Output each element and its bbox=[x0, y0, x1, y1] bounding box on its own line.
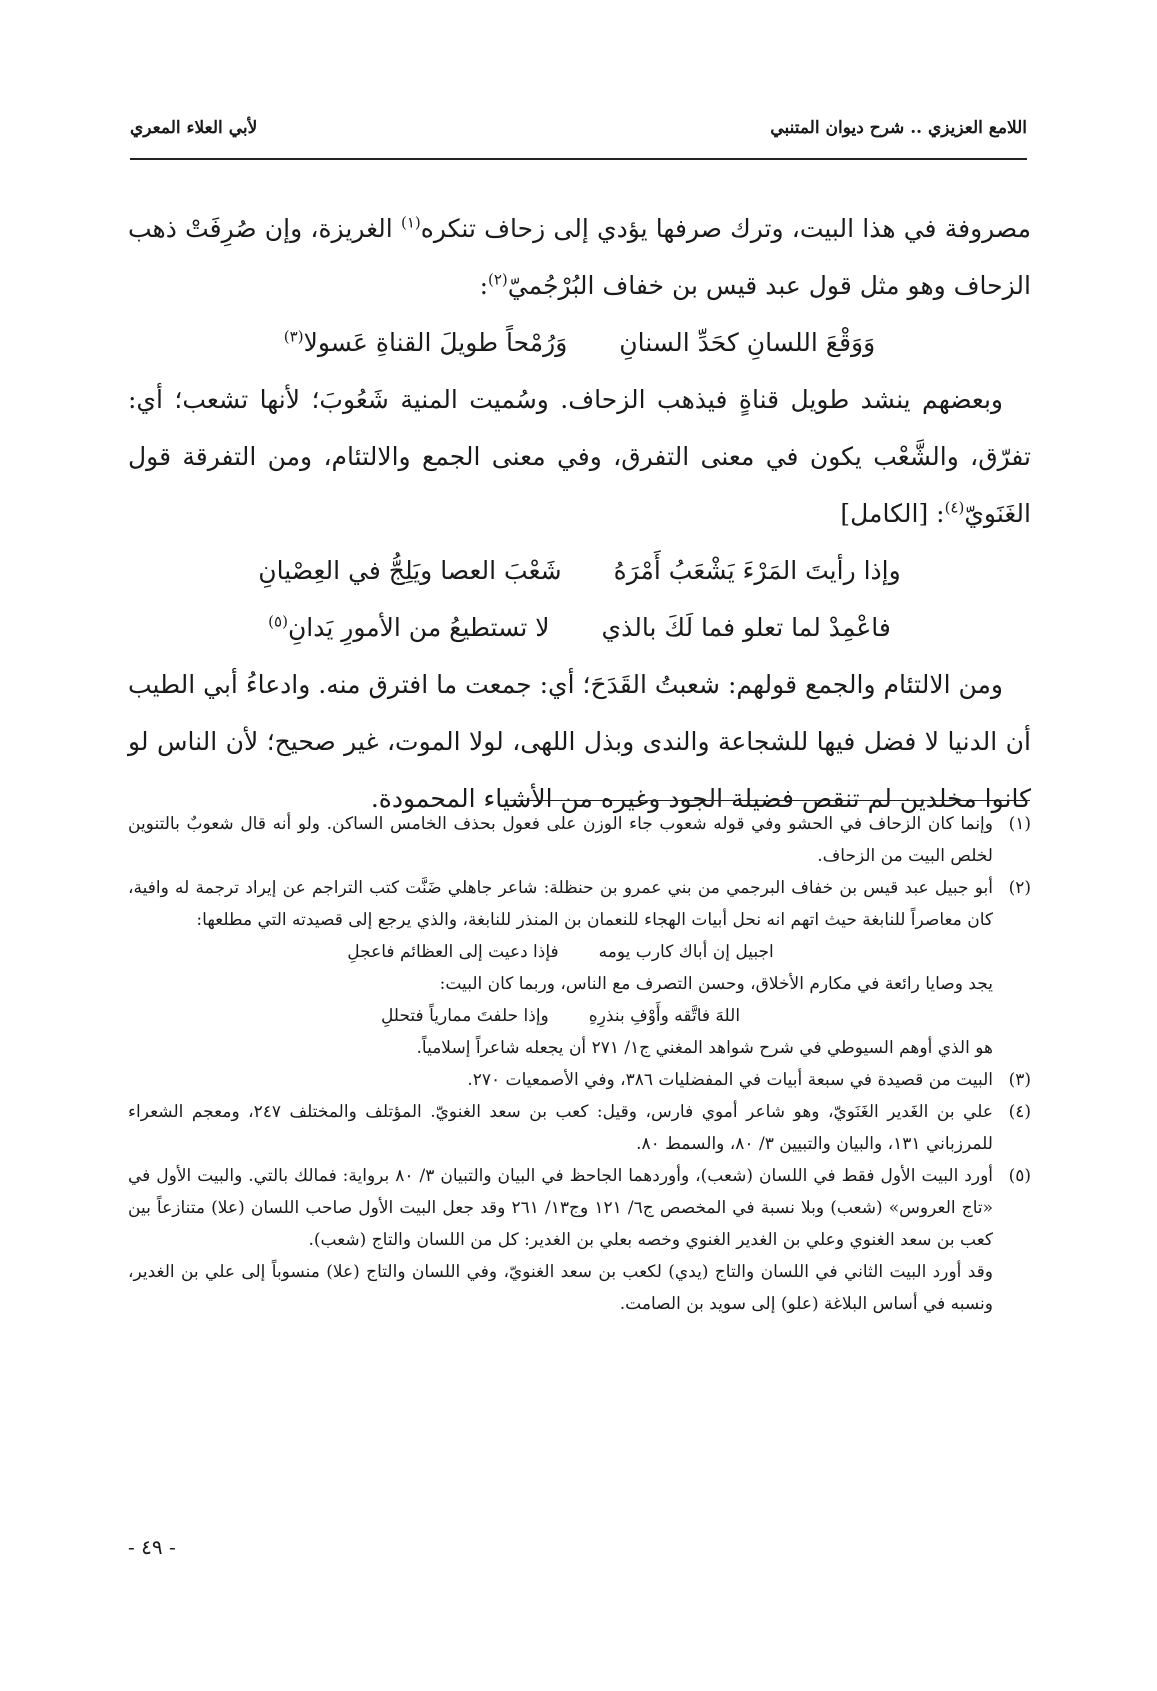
fn2-verse-1-a: اجبيل إن أباك كارب يومه bbox=[598, 942, 774, 962]
verse-2-second-hemistich: شَعْبَ العصا ويَلِجُّ في العِصْيانِ bbox=[258, 556, 562, 585]
footnote-1 bbox=[128, 808, 1031, 872]
footnote-2 bbox=[128, 872, 1031, 936]
fn2-verse-2-b: وإذا حلفتَ ممارياً فتحللِ bbox=[380, 1006, 549, 1026]
footnote-5-text: أورد البيت الأول فقط في اللسان (شعب)، وأوردهما الجاحظ في البيان والتبيان ٣/ ٨٠ برواية: فمالك بالتي. والبيت الأول في «تاج العروس» (شعب) وبلا نسبة في المخصص ج٦/ ١٢١ وج١٣/ ٢٦١ وقد جعل البيت الأول صاحب اللسان (علا) متنازعاً بين كعب بن سعد الغنوي وعلي بن الغدير الغنوي وخصه بعلي بن الغدير: كل من اللسان والتاج (شعب). bbox=[128, 1166, 994, 1250]
footnote-4-text: علي بن الغَدير الغَنَويّ، وهو شاعر أموي فارس، وقيل: كعب بن سعد الغنويّ. المؤتلف والمختلف ٢٤٧، ومعجم الشعراء للمرزباني ١٣١، والبيان والتبيين ٣/ ٨٠، والسمط ٨٠. bbox=[128, 1102, 993, 1154]
verse-1-first-hemistich: وَوَقْعَ اللسانِ كحَدِّ السنانِ bbox=[619, 328, 876, 357]
verse-1-second-hemistich: وَرُمْحاً طويلَ القناةِ عَسولا$^{(٣)}$ bbox=[283, 327, 568, 357]
verse-3-first-hemistich: فاعْمِدْ لما تعلو فما لَكَ بالذي bbox=[601, 613, 891, 642]
p2-text: وبعضهم ينشد طويل قناةٍ فيذهب الزحاف. وسُميت المنية شَعُوبَ؛ لأنها تشعب؛ أي: تفرّق، والشَّعْب يكون في معنى التفرق، وفي معنى الجمع والالتئام، ومن التفرقة قول الغَنَويّ bbox=[128, 385, 1031, 528]
footnote-2-middle: يجد وصايا رائعة في مكارم الأخلاق، وحسن التصرف مع الناس، وربما كان البيت: bbox=[439, 974, 993, 994]
book-title: اللامع العزيزي .. شرح ديوان المتنبي bbox=[770, 118, 1027, 138]
paragraph-3: ومن الالتئام والجمع قولهم: شعبتُ القَدَحَ؛ أي: جمعت ما افترق منه. وادعاءُ أبي الطيب أن الدنيا لا فضل فيها للشجاعة والندى وبذل اللهى، لولا الموت، غير صحيح؛ لأن الناس لو كانوا مخلدين لم تنقص فضيلة الجود وغيره من الأشياء المحمودة. bbox=[128, 670, 1031, 813]
verse-3-second-hemistich: لا تستطيعُ من الأمورِ يَدانِ$^{(٥)}$ bbox=[268, 612, 550, 642]
footnote-5-extra: وقد أورد البيت الثاني في اللسان والتاج (يدي) لكعب بن سعد الغنويّ، وفي اللسان والتاج (علا) منسوباً إلى علي بن الغدير، ونسبه في أساس البلاغة (علو) إلى سويد بن الصامت. bbox=[128, 1262, 993, 1314]
paragraph-1 bbox=[128, 200, 1031, 314]
fn2-verse-2-a: اللهَ فاتَّقه وأَوْفِ بنذرِهِ bbox=[588, 1006, 741, 1026]
p1-text-b: الغريزة، وإن صُرِفَتْ ذهب bbox=[128, 214, 401, 243]
footnote-4-number: (٤) bbox=[1008, 1102, 1031, 1122]
p1-text-d: : bbox=[479, 271, 488, 300]
paragraph-2 bbox=[128, 371, 1031, 542]
footnote-ref-4: (٤) bbox=[944, 498, 965, 517]
footnote-2-verse-1 bbox=[128, 936, 1031, 968]
footnote-ref-1: (١) bbox=[400, 213, 421, 232]
header-rule bbox=[130, 158, 1027, 160]
footnote-2-number: (٢) bbox=[1008, 878, 1031, 898]
footnote-3-number: (٣) bbox=[1008, 1070, 1031, 1090]
footnote-5-number: (٥) bbox=[1008, 1166, 1031, 1186]
verse-2-first-hemistich: وإذا رأيتَ المَرْءَ يَشْعَبُ أَمْرَهُ bbox=[613, 556, 901, 585]
footnotes bbox=[128, 808, 1031, 1320]
footnote-5 bbox=[128, 1160, 1031, 1256]
footnote-3-text: البيت من قصيدة في سبعة أبيات في المفضليات ٣٨٦، وفي الأصمعيات ٢٧٠. bbox=[467, 1070, 993, 1090]
verse-2 bbox=[128, 542, 1031, 599]
footnote-3 bbox=[128, 1064, 1031, 1096]
p1-text-c: الزحاف وهو مثل قول عبد قيس بن خفاف البُرْجُميّ bbox=[507, 271, 1031, 300]
fn2-verse-1-b: فإذا دعيت إلى العظائم فاعجلِ bbox=[347, 942, 559, 962]
footnote-2-text: أبو جبيل عبد قيس بن خفاف البرجمي من بني عمرو بن حنظلة: شاعر جاهلي ضَنَّت كتب التراجم عن إيراد ترجمة له وافية، كان معاصراً للنابغة حيث اتهم انه نحل أبيات الهجاء للنعمان بن المنذر للنابغة، والذي يرجع إلى قصيدته التي مطلعها: bbox=[128, 878, 993, 930]
footnote-4 bbox=[128, 1096, 1031, 1160]
footnote-rule bbox=[510, 800, 1030, 801]
footnote-ref-3: (٣) bbox=[283, 327, 304, 346]
verse-1 bbox=[128, 314, 1031, 371]
p1-text-a: مصروفة في هذا البيت، وترك صرفها يؤدي إلى زحاف تنكره bbox=[420, 214, 1032, 243]
footnote-1-text: وإنما كان الزحاف في الحشو وفي قوله شعوب جاء الوزن على فعول بحذف الخامس الساكن. ولو أنه قال شعوبٌ بالتنوين لخلص البيت من الزحاف. bbox=[128, 814, 993, 866]
main-text bbox=[128, 200, 1031, 827]
p2-meter: : [الكامل] bbox=[840, 499, 945, 528]
footnote-2-end: هو الذي أوهم السيوطي في شرح شواهد المغني ج١/ ٢٧١ أن يجعله شاعراً إسلامياً. bbox=[416, 1038, 993, 1058]
verse-3 bbox=[128, 599, 1031, 656]
footnote-ref-5: (٥) bbox=[268, 612, 288, 631]
running-header bbox=[130, 118, 1027, 154]
footnote-2-verse-2 bbox=[128, 1000, 1031, 1032]
author-name: لأبي العلاء المعري bbox=[130, 118, 258, 138]
footnote-ref-2: (٢) bbox=[488, 270, 508, 289]
page-number: - ٤٩ - bbox=[128, 1535, 176, 1559]
footnote-1-number: (١) bbox=[1008, 814, 1031, 834]
